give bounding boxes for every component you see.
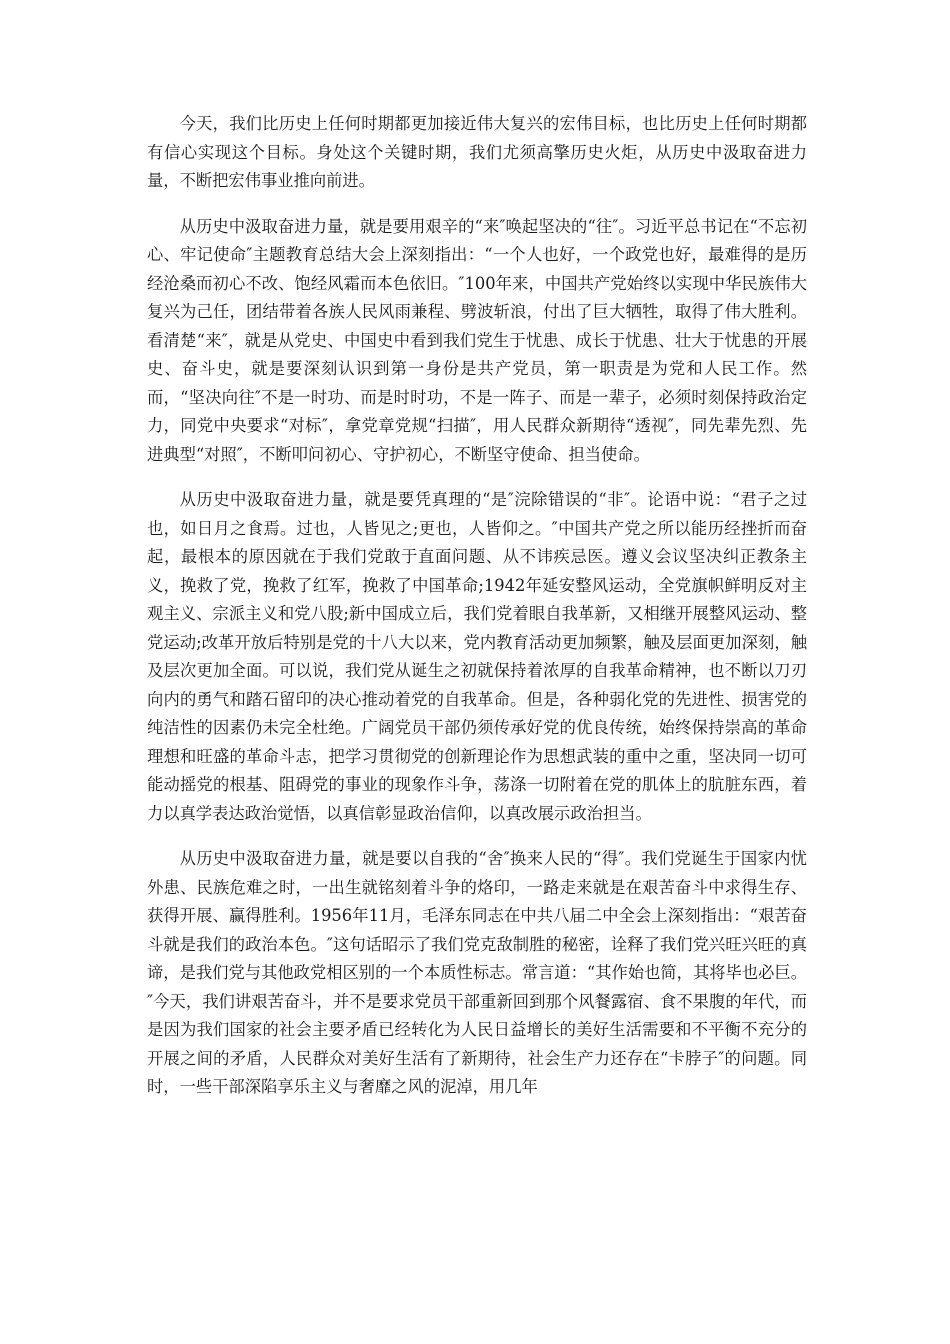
paragraph: 今天，我们比历史上任何时期都更加接近伟大复兴的宏伟目标，也比历史上任何时期都有信心实现这个目标。身处这个关键时期，我们尤须高擎历史火炬，从历史中汲取奋进力量，不断把宏伟事业推向前进。 — [147, 114, 807, 190]
paragraph: 从历史中汲取奋进力量，就是要以自我的“舍″换来人民的“得″。我们党诞生于国家内忧外患、民族危难之时，一出生就铭刻着斗争的烙印，一路走来就是在艰苦奋斗中求得生存、获得开展、赢得胜利。1956年11月，毛泽东同志在中共八届二中全会上深刻指出：“艰苦奋斗就是我们的政治本色。″这句话昭示了我们党克敌制胜的秘密，诠释了我们党兴旺兴旺的真谛，是我们党与其他政党相区别的一个本质性标志。常言道：“其作始也简，其将毕也必巨。″今天，我们讲艰苦奋斗，并不是要求党员干部重新回到那个风餐露宿、食不果腹的年代，而是因为我们国家的社会主要矛盾已经转化为人民日益增长的美好生活需要和不平衡不充分的开展之间的矛盾，人民群众对美好生活有了新期待，社会生产力还存在“卡脖子″的问题。同时，一些干部深陷享乐主义与奢靡之风的泥淖，用几年 — [147, 849, 807, 1096]
paragraph: 从历史中汲取奋进力量，就是要用艰辛的“来″唤起坚决的“往″。习近平总书记在“不忘初心、牢记使命″主题教育总结大会上深刻指出：“一个人也好，一个政党也好，最难得的是历经沧桑而初心不改、饱经风霜而本色依旧。″100年来，中国共产党始终以实现中华民族伟大复兴为己任，团结带着各族人民风雨兼程、劈波斩浪，付出了巨大牺牲，取得了伟大胜利。看清楚“来″，就是从党史、中国史中看到我们党生于忧患、成长于忧患、壮大于忧患的开展史、奋斗史，就是要深刻认识到第一身份是共产党员，第一职责是为党和人民工作。然而，“坚决向往″不是一时功、而是时时功，不是一阵子、而是一辈子，必须时刻保持政治定力，同党中央要求“对标″，拿党章党规“扫描″，用人民群众新期待“透视″，同先辈先烈、先进典型“对照″，不断叩问初心、守护初心，不断坚守使命、担当使命。 — [147, 216, 807, 464]
document-body — [147, 110, 807, 1119]
paragraph: 从历史中汲取奋进力量，就是要凭真理的“是″浣除错误的“非″。论语中说：“君子之过也，如日月之食焉。过也，人皆见之;更也，人皆仰之。″中国共产党之所以能历经挫折而奋起，最根本的原因就在于我们党敢于直面问题、从不讳疾忌医。遵义会议坚决纠正教条主义，挽救了党，挽救了红军，挽救了中国革命;1942年延安整风运动，全党旗帜鲜明反对主观主义、宗派主义和党八股;新中国成立后，我们党着眼自我革新，又相继开展整风运动、整党运动;改革开放后特别是党的十八大以来，党内教育活动更加频繁，触及层面更加深刻，触及层次更加全面。可以说，我们党从诞生之初就保持着浓厚的自我革命精神，也不断以刀刃向内的勇气和踏石留印的决心推动着党的自我革命。但是，各种弱化党的先进性、损害党的纯洁性的因素仍未完全杜绝。广阔党员干部仍须传承好党的优良传统，始终保持崇高的革命理想和旺盛的革命斗志，把学习贯彻党的创新理论作为思想武装的重中之重，坚决同一切可能动摇党的根基、阻碍党的事业的现象作斗争，荡涤一切附着在党的肌体上的肮脏东西，着力以真学表达政治觉悟，以真信彰显政治信仰，以真改展示政治担当。 — [147, 490, 807, 823]
